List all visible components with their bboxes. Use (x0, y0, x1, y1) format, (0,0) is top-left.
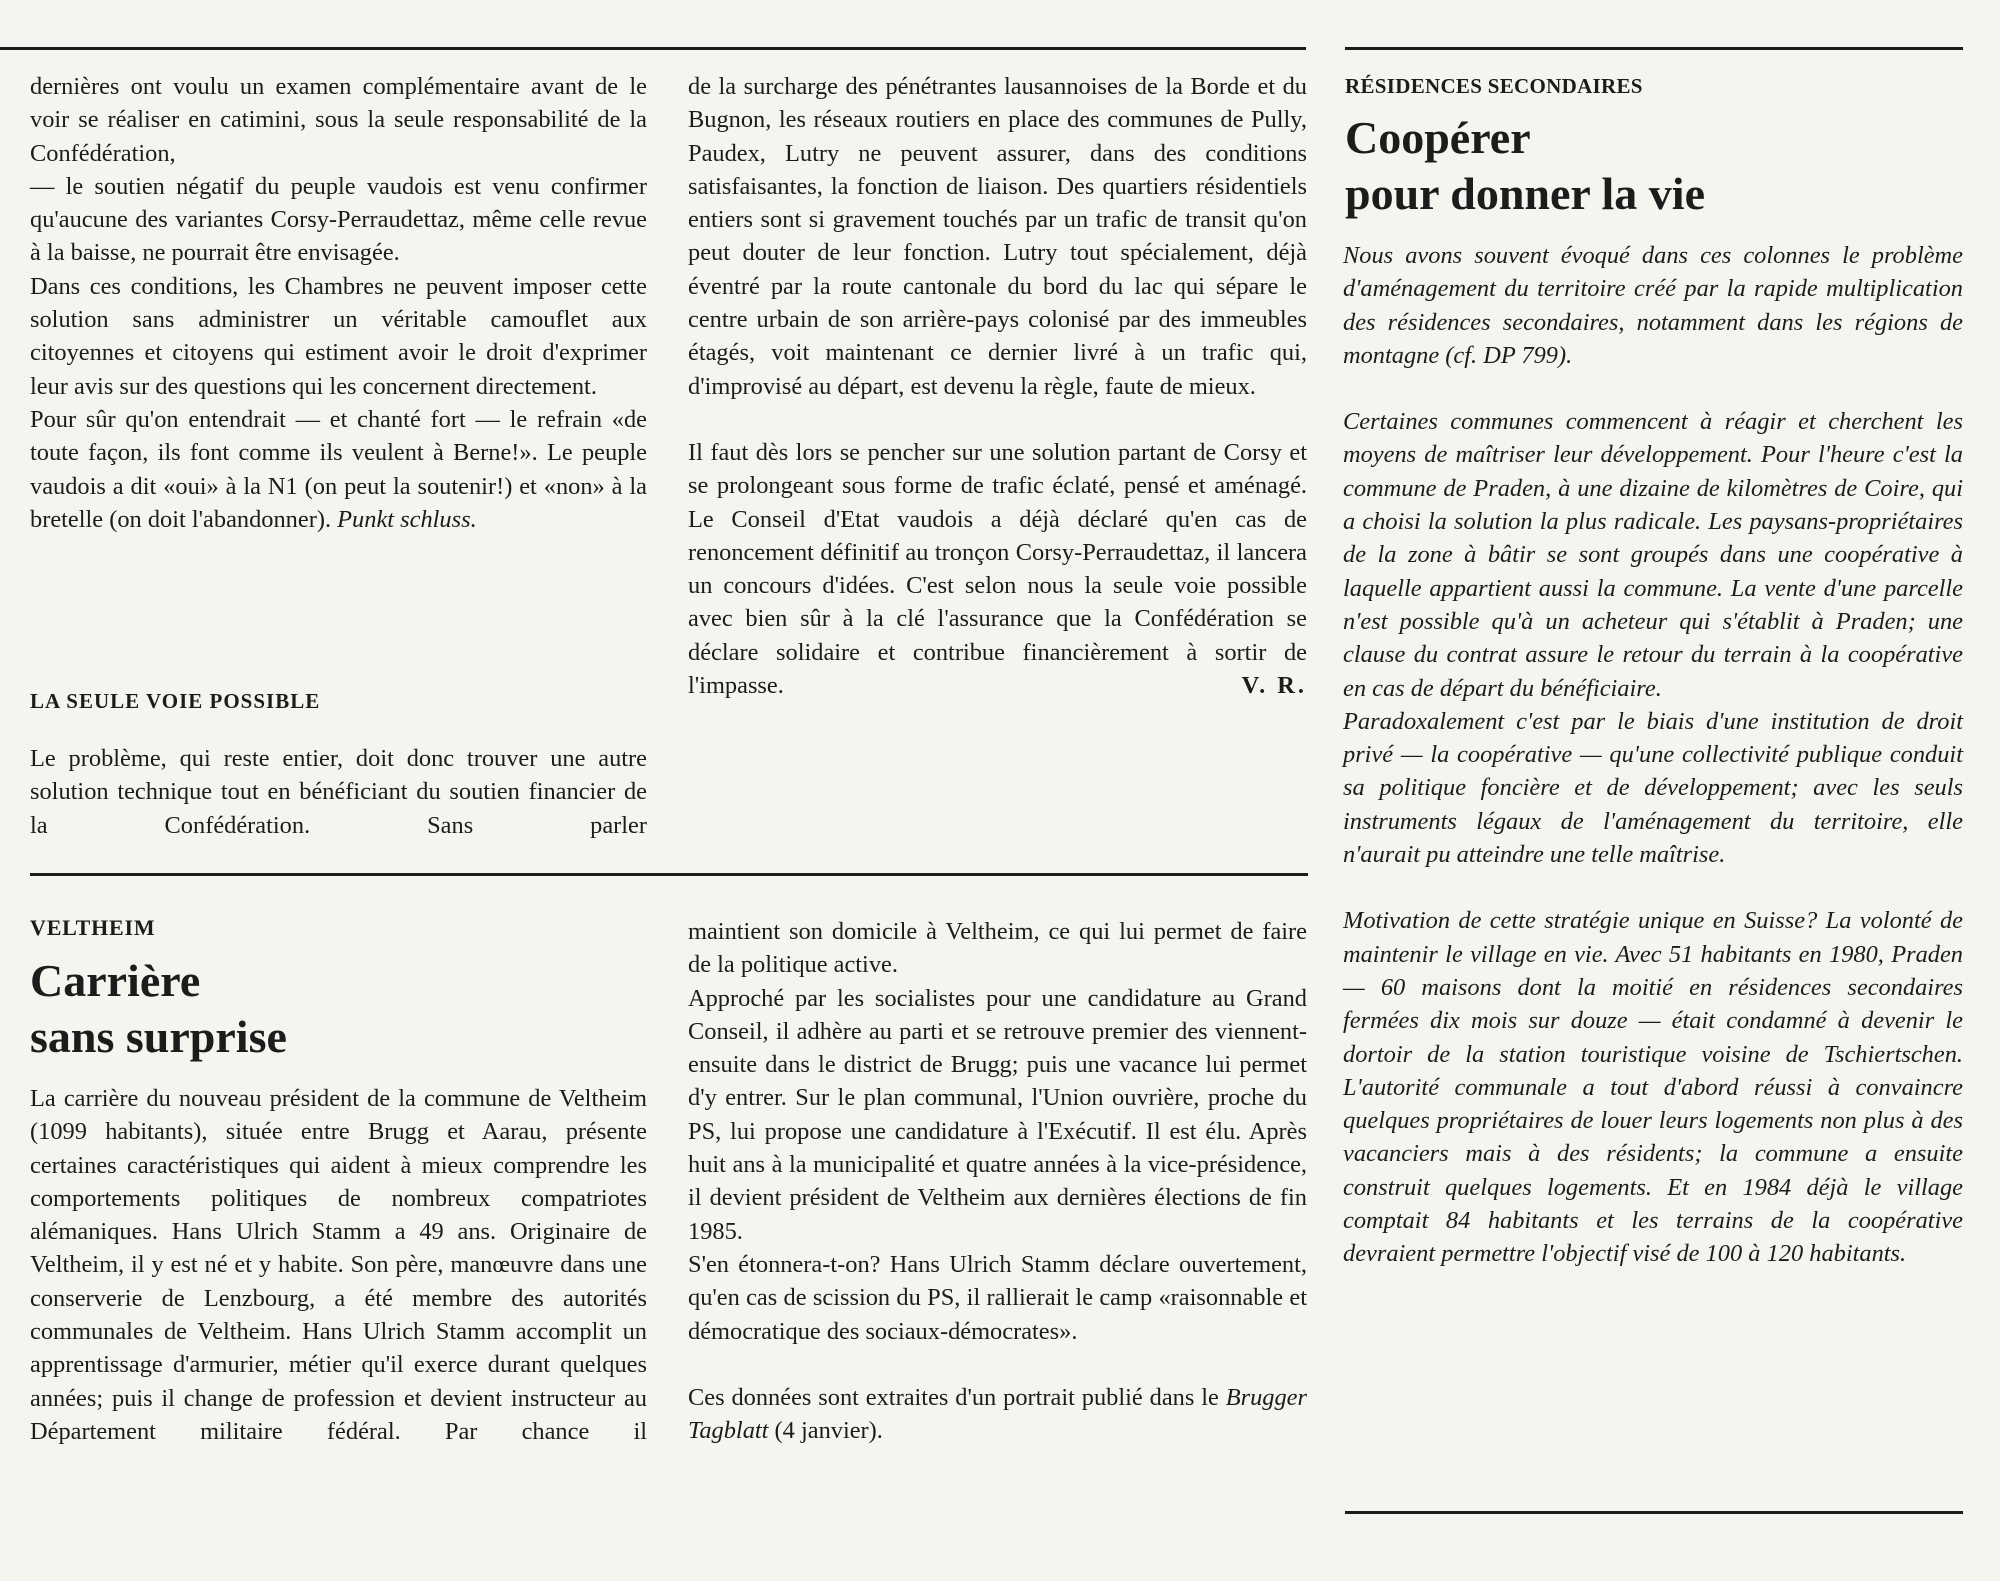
top-middle-column (688, 70, 1307, 702)
article-paragraph: Le problème, qui reste entier, doit donc trouver une autre solution technique tout en bénéficiant du soutien financier de la Confédération. Sans parler (30, 745, 647, 839)
headline-line: pour donner la vie (1345, 168, 1705, 219)
article-paragraph: S'en étonnera-t-on? Hans Ulrich Stamm déclare ouvertement, qu'en cas de scission du PS, il rallierait le camp «raisonnable et démocratique des sociaux-démocrates». (688, 1250, 1307, 1345)
newspaper-name: Brugger Tagblatt (688, 1383, 1307, 1445)
section-divider-rule (30, 873, 1308, 876)
veltheim-left-column (30, 1082, 647, 1448)
veltheim-kicker: VELTHEIM (30, 915, 156, 940)
article-paragraph: Certaines communes commencent à réagir et cherchent les moyens de maîtriser leur développement. Pour l'heure c'est la commune de Praden, à une dizaine de kilomètres de Coire, qui a choisi la solution la plus radicale. Les paysans-propriétaires de la zone à bâtir se sont groupés dans une coopérative à laquelle appartient aussi la commune. La vente d'une parcelle n'est possible qu'à un acheteur qui s'établit à Praden; une clause du contrat assure le retour du terrain à la coopérative en cas de départ du bénéficiaire. (1343, 408, 1963, 702)
author-signature: V. R. (1241, 672, 1307, 700)
article-paragraph (30, 403, 647, 536)
top-rule-left (0, 47, 1306, 50)
source-note (688, 1381, 1307, 1448)
top-rule-right (1345, 47, 1963, 50)
article-paragraph (688, 436, 1307, 702)
top-left-column (30, 70, 647, 536)
residences-headline (1345, 110, 1705, 222)
article-paragraph: Paradoxalement c'est par le biais d'une institution de droit privé — la coopérative — qu'une collectivité publique conduit sa politique foncière et de développement; avec les seuls instruments légaux de l'aménagement du territoire, elle n'aurait pu atteindre une telle maîtrise. (1343, 707, 1963, 869)
source-date: (4 janvier). (774, 1417, 883, 1445)
subheading-seule-voie: LA SEULE VOIE POSSIBLE (30, 689, 321, 713)
punkt-schluss: Punkt schluss. (337, 505, 477, 533)
article-paragraph: maintient son domicile à Veltheim, ce qui lui permet de faire de la politique active. (688, 918, 1307, 979)
residences-column (1343, 239, 1963, 1271)
article-paragraph: — le soutien négatif du peuple vaudois est venu confirmer qu'aucune des variantes Corsy-Perraudettaz, même celle revue à la baisse, ne pourrait être envisagée. (30, 172, 647, 267)
headline-line: Carrière (30, 955, 201, 1006)
source-text: Ces données sont extraites d'un portrait publié dans le (688, 1383, 1219, 1411)
bottom-rule-right (1345, 1511, 1963, 1514)
veltheim-right-column (688, 915, 1307, 1447)
article-paragraph: Approché par les socialistes pour une candidature au Grand Conseil, il adhère au parti et se retrouve premier des viennent-ensuite dans le district de Brugg; puis une vacance lui permet d'y entrer. Sur le plan communal, l'Union ouvrière, proche du PS, lui propose une candidature à l'Exécutif. Il est élu. Après huit ans à la municipalité et quatre années à la vice-présidence, il devient président de Veltheim aux dernières élections de fin 1985. (688, 984, 1307, 1245)
article-paragraph: dernières ont voulu un examen complémentaire avant de le voir se réaliser en catimini, sous la seule responsabilité de la Confédération, (30, 73, 647, 167)
article-paragraph: de la surcharge des pénétrantes lausannoises de la Borde et du Bugnon, les réseaux routiers en place des communes de Pully, Paudex, Lutry ne peuvent assurer, dans des conditions satisfaisantes, la fonction de liaison. Des quartiers résidentiels entiers sont si gravement touchés par un trafic de transit qu'on peut douter de leur fonction. Lutry tout spécialement, déjà éventré par la route cantonale du bord du lac qui sépare le centre urbain de son arrière-pays colonisé par des immeubles étagés, voit maintenant ce dernier livré à un trafic qui, d'improvisé au départ, est devenu la règle, faute de mieux. (688, 73, 1307, 400)
article-paragraph: Motivation de cette stratégie unique en Suisse? La volonté de maintenir le village en vie. Avec 51 habitants en 1980, Praden — 60 maisons dont la moitié en résidences secondaires fermées dix mois sur douze — était condamné à devenir le dortoir de la station touristique voisine de Tschiertschen. L'autorité communale a tout d'abord réussi à convaincre quelques propriétaires de louer leurs logements non plus à des vacanciers mais à des résidents; la commune a ensuite construit quelques logements. Et en 1984 déjà le village comptait 84 habitants et les terrains de la coopérative devraient permettre l'objectif visé de 100 à 120 habitants. (1343, 907, 1963, 1268)
article-paragraph-text: Il faut dès lors se pencher sur une solution partant de Corsy et se prolongeant sous forme de trafic éclaté, pensé et aménagé. Le Conseil d'Etat vaudois a déjà déclaré qu'en cas de renoncement définitif au tronçon Corsy-Perraudettaz, il lancera un concours d'idées. C'est selon nous la seule voie possible avec bien sûr à la clé l'assurance que la Confédération se déclare solidaire et contribue financièrement à sortir de l'impasse. (688, 438, 1307, 700)
top-left-continuation (30, 742, 647, 842)
veltheim-headline (30, 953, 287, 1065)
article-paragraph: La carrière du nouveau président de la commune de Veltheim (1099 habitants), située entre Brugg et Aarau, présente certaines caractéristiques qui aident à mieux comprendre les comportements politiques de nombreux compatriotes alémaniques. Hans Ulrich Stamm a 49 ans. Originaire de Veltheim, il y est né et y habite. Son père, manœuvre dans une conserverie de Lenzbourg, a été membre des autorités communales de Veltheim. Hans Ulrich Stamm accomplit un apprentissage d'armurier, métier qu'il exerce durant quelques années; puis il change de profession et devient instructeur au Département militaire fédéral. Par chance il (30, 1085, 647, 1445)
article-paragraph: Dans ces conditions, les Chambres ne peuvent imposer cette solution sans administrer un véritable camouflet aux citoyennes et citoyens qui estiment avoir le droit d'exprimer leur avis sur des questions qui les concernent directement. (30, 272, 647, 400)
refrain-text: Pour sûr qu'on entendrait — et chanté fort — le refrain «de toute façon, ils font comme ils veulent à Berne!». Le peuple vaudois a dit «oui» à la N1 (on peut la soutenir!) et «non» à la bretelle (on doit l'abandonner). (30, 405, 647, 533)
headline-line: Coopérer (1345, 112, 1531, 163)
residences-kicker: RÉSIDENCES SECONDAIRES (1345, 74, 1643, 98)
headline-line: sans surprise (30, 1011, 287, 1062)
article-paragraph: Nous avons souvent évoqué dans ces colonnes le problème d'aménagement du territoire créé par la rapide multiplication des résidences secondaires, notamment dans les régions de montagne (cf. DP 799). (1343, 242, 1963, 369)
